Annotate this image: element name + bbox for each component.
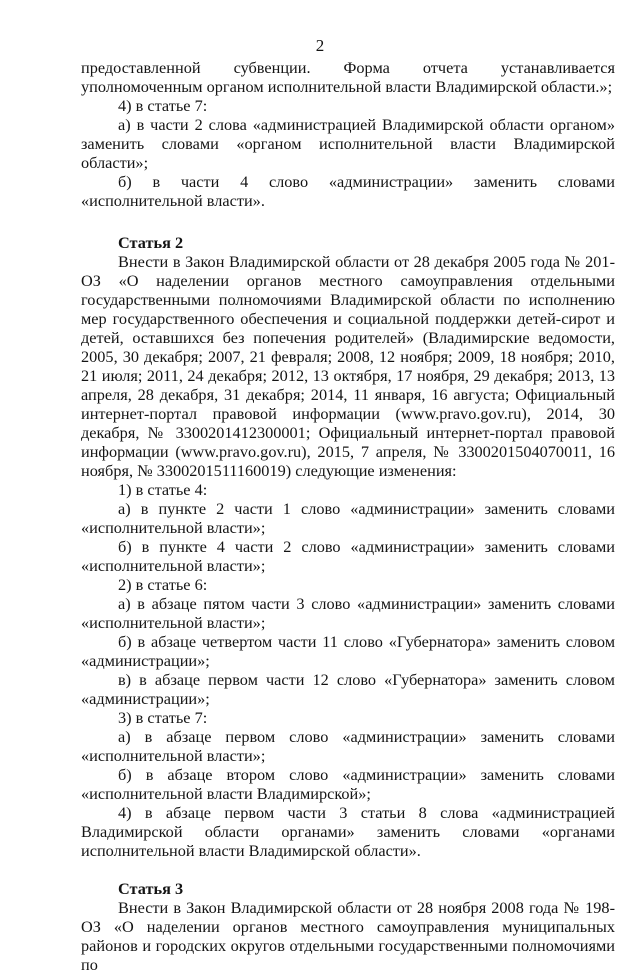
paragraph: 4) в абзаце первом части 3 статьи 8 слова «администрацией Владимирской области органами» заменить словами «органами исполнительной власти Владимирской области». xyxy=(81,803,615,860)
article-heading: Статья 3 xyxy=(118,879,184,898)
paragraph: б) в пункте 4 части 2 слово «администрации» заменить словами «исполнительной власти»; xyxy=(81,537,615,575)
paragraph: а) в абзаце первом слово «администрации» заменить словами «исполнительной власти»; xyxy=(81,727,615,765)
paragraph: в) в абзаце первом части 12 слово «Губернатора» заменить словом «администрации»; xyxy=(81,670,615,708)
paragraph: 4) в статье 7: xyxy=(118,96,208,115)
paragraph: 3) в статье 7: xyxy=(118,708,208,727)
page-number: 2 xyxy=(315,36,325,55)
document-body xyxy=(81,58,615,974)
paragraph: б) в части 4 слово «администрации» заменить словами «исполнительной власти». xyxy=(81,172,615,210)
paragraph: а) в абзаце пятом части 3 слово «администрации» заменить словами «исполнительной власти»; xyxy=(81,594,615,632)
paragraph: Внести в Закон Владимирской области от 28 ноября 2008 года № 198-ОЗ «О наделении органов местного самоуправления муниципальных районов и городских округов отдельными государственными полномочиями по xyxy=(81,898,615,974)
section-spacer xyxy=(81,860,615,879)
paragraph: б) в абзаце втором слово «администрации» заменить словами «исполнительной власти Владимирской»; xyxy=(81,765,615,803)
section-spacer xyxy=(81,210,615,233)
paragraph: Внести в Закон Владимирской области от 28 декабря 2005 года № 201-ОЗ «О наделении органов местного самоуправления отдельными государственными полномочиями Владимирской области по исполнению мер государственного обеспечения и социальной поддержки детей-сирот и детей, оставшихся без попечения родителей» (Владимирские ведомости, 2005, 30 декабря; 2007, 21 февраля; 2008, 12 ноября; 2009, 18 ноября; 2010, 21 июля; 2011, 24 декабря; 2012, 13 октября, 17 ноября, 29 декабря; 2013, 13 апреля, 28 декабря, 31 декабря; 2014, 11 января, 16 августа; Официальный интернет-портал правовой информации (www.pravo.gov.ru), 2014, 30 декабря, № 3300201412300001; Официальный интернет-портал правовой информации (www.pravo.gov.ru), 2015, 7 апреля, № 3300201504070011, 16 ноября, № 3300201511160019) следующие изменения: xyxy=(81,252,615,480)
article-heading: Статья 2 xyxy=(118,233,184,252)
paragraph: 1) в статье 4: xyxy=(118,480,208,499)
paragraph: а) в части 2 слова «администрацией Владимирской области органом» заменить словами «органом исполнительной власти Владимирской области»; xyxy=(81,115,615,172)
paragraph: предоставленной субвенции. Форма отчета устанавливается уполномоченным органом исполнительной власти Владимирской области.»; xyxy=(81,58,615,96)
paragraph: 2) в статье 6: xyxy=(118,575,208,594)
paragraph: а) в пункте 2 части 1 слово «администрации» заменить словами «исполнительной власти»; xyxy=(81,499,615,537)
paragraph: б) в абзаце четвертом части 11 слово «Губернатора» заменить словом «администрации»; xyxy=(81,632,615,670)
